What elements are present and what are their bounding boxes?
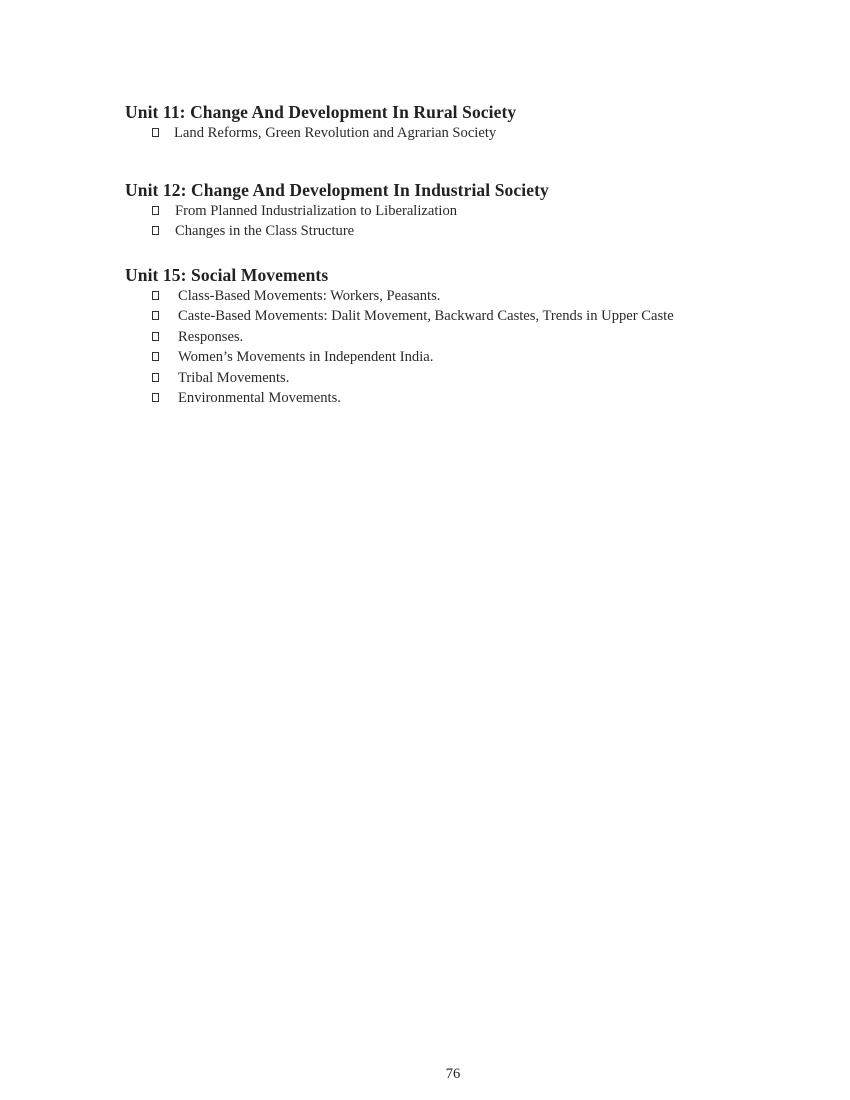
bullet-box-icon bbox=[152, 291, 159, 300]
unit-12-title: Unit 12: Change And Development In Industrial Society bbox=[125, 180, 549, 200]
unit-12-section bbox=[125, 179, 805, 242]
list-item bbox=[125, 123, 805, 143]
list-item bbox=[125, 368, 805, 388]
list-item bbox=[125, 347, 805, 367]
unit-11-section bbox=[125, 101, 805, 143]
list-item-text: Tribal Movements. bbox=[178, 369, 290, 386]
list-item bbox=[125, 221, 805, 241]
page-number: 76 bbox=[445, 1066, 461, 1082]
bullet-box-icon bbox=[152, 206, 159, 215]
list-item-text: Class-Based Movements: Workers, Peasants. bbox=[178, 288, 441, 304]
unit-15-title: Unit 15: Social Movements bbox=[125, 265, 329, 285]
bullet-box-icon bbox=[152, 311, 159, 320]
list-item-text: Environmental Movements. bbox=[178, 389, 341, 406]
list-item-text: Caste-Based Movements: Dalit Movement, Backward Castes, Trends in Upper Caste bbox=[178, 308, 674, 325]
bullet-box-icon bbox=[152, 373, 159, 382]
list-item bbox=[125, 286, 805, 306]
bullet-box-icon bbox=[152, 352, 159, 361]
list-item-text: Women’s Movements in Independent India. bbox=[178, 349, 434, 366]
bullet-box-icon bbox=[152, 226, 159, 235]
list-item bbox=[125, 201, 805, 221]
bullet-box-icon bbox=[152, 332, 159, 341]
list-item-text: Land Reforms, Green Revolution and Agrarian Society bbox=[174, 125, 497, 141]
list-item-text: From Planned Industrialization to Liberalization bbox=[175, 203, 458, 219]
list-item-text: Responses. bbox=[178, 328, 244, 345]
bullet-box-icon bbox=[152, 393, 159, 402]
list-item-text: Changes in the Class Structure bbox=[175, 223, 355, 240]
list-item bbox=[125, 388, 805, 408]
unit-11-title: Unit 11: Change And Development In Rural Society bbox=[125, 102, 517, 122]
unit-15-section bbox=[125, 264, 805, 408]
list-item bbox=[125, 327, 805, 347]
bullet-box-icon bbox=[152, 128, 159, 137]
list-item bbox=[125, 306, 805, 326]
